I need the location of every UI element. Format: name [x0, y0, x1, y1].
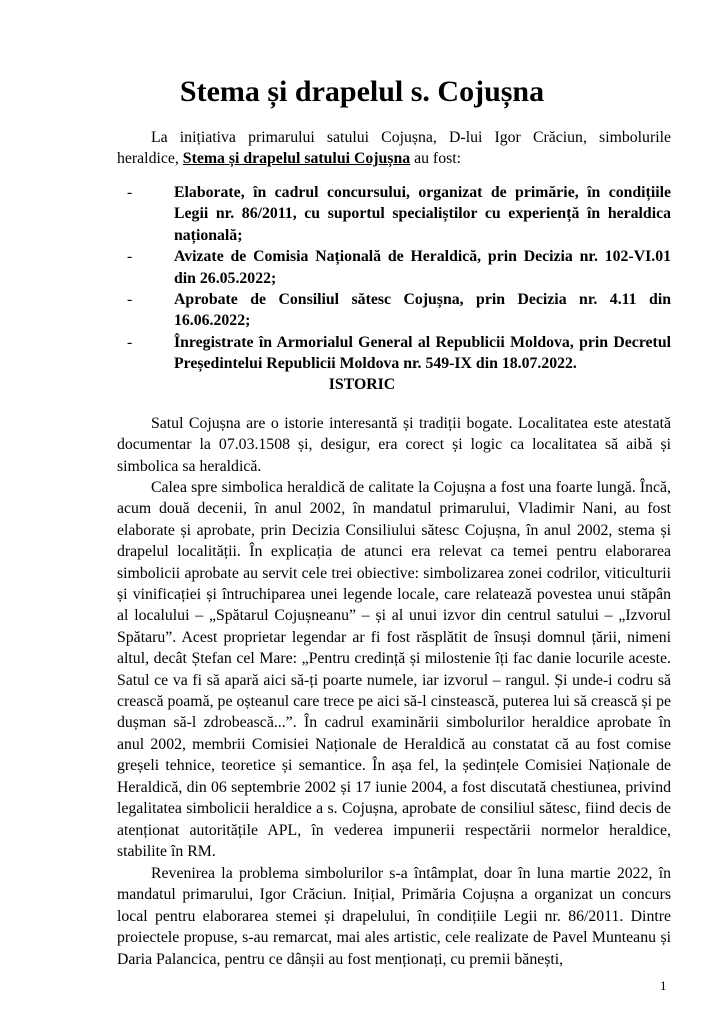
- intro-end: au fost:: [410, 150, 462, 168]
- page-number: 1: [660, 978, 667, 993]
- list-item-text: Înregistrate în Armorialul General al Republicii Moldova, prin Decretul Președintelui Republicii Moldova nr. 549-IX din 18.07.2022.: [174, 333, 671, 373]
- list-item: [117, 332, 671, 375]
- list-dash: -: [127, 184, 133, 201]
- list-dash: -: [127, 248, 133, 266]
- intro-bold-underlined: Stema și drapelul satului Cojușna: [182, 150, 411, 168]
- list-item: [117, 246, 671, 289]
- intro-paragraph: [117, 127, 671, 170]
- list-item-text: Elaborate, în cadrul concursului, organizat de primărie, în condițiile Legii nr. 86/2011, cu suportul specialiștilor cu experiență în heraldica națională;: [174, 184, 671, 244]
- status-list: [117, 182, 671, 375]
- body-paragraph: Satul Cojușna are o istorie interesantă și tradiții bogate. Localitatea este atestată documentar la 07.03.1508 și, desigur, era corect și logic ca localitatea să aibă și simbolica sa heraldică.: [117, 415, 671, 475]
- list-dash: -: [127, 291, 133, 309]
- section-heading: ISTORIC: [328, 376, 396, 393]
- body-paragraph: Calea spre simbolica heraldică de calitate la Cojușna a fost una foarte lungă. Încă, acum două decenii, în anul 2002, în mandatul primarului, Vladimir Nani, au fost elaborate și aprobate, prin Decizia Consiliului sătesc Cojușna, în anul 2002, stema și drapelul localității. În explicația de atunci era relevat ca temei pentru elaborarea simbolicii aprobate au servit cele trei obiective: simbolizarea zonei codrilor, viticulturii și vinificației și întruchiparea unei legende locale, care relatează povestea unui stăpân al localului – „Spătarul Cojușneanu” – și al unui izvor din centrul satului – „Izvorul Spătaru”. Acest proprietar legendar ar fi fost răsplătit de însuși domnul țării, nimeni altul, decât Ștefan cel Mare: „Pentru credință și milostenie îți fac danie locurile aceste. Satul ce va fi să apară aici să-ți poarte numele, iar izvorul – rangul. Și unde-i codru să crească poamă, pe oșteanul care trece pe aici să-l cinstească, puterea lui să crească și pe dușman să-l zdrobească...”. În cadrul examinării simbolurilor heraldice aprobate în anul 2002, membrii Comisiei Naționale de Heraldică au constatat că au fost comise greșeli tehnice, teoretice și semantice. În așa fel, la ședințele Comisiei Naționale de Heraldică, din 06 septembrie 2002 și 17 iunie 2004, a fost discutată chestiunea, privind legalitatea simbolicii heraldice a s. Cojușna, aprobate de consiliul sătesc, fiind decis de atenționat autoritățile APL, în vederea impunerii respectării normelor heraldice, stabilite în RM.: [117, 479, 671, 860]
- list-dash: -: [127, 333, 133, 351]
- intro-text: La inițiativa primarului satului Cojușna, D-lui Igor Crăciun, simbolurile heraldice,: [117, 129, 671, 168]
- list-item-text: Aprobate de Consiliul sătesc Cojușna, prin Decizia nr. 4.11 din 16.06.2022;: [174, 291, 671, 330]
- list-item: [117, 289, 671, 332]
- list-item: [117, 182, 671, 246]
- body-paragraph: Revenirea la problema simbolurilor s-a întâmplat, doar în luna martie 2022, în mandatul primarului, Igor Crăciun. Inițial, Primăria Cojușna a organizat un concurs local pentru elaborarea stemei și drapelului, în condițiile Legii nr. 86/2011. Dintre proiectele propuse, s-au remarcat, mai ales artistic, cele realizate de Pavel Munteanu și Daria Palancica, pentru ce dânșii au fost menționați, cu premii bănești,: [117, 865, 671, 968]
- document-title: Stema și drapelul s. Cojușna: [179, 75, 545, 108]
- list-item-text: Avizate de Comisia Națională de Heraldică, prin Decizia nr. 102-VI.01 din 26.05.2022;: [174, 248, 671, 287]
